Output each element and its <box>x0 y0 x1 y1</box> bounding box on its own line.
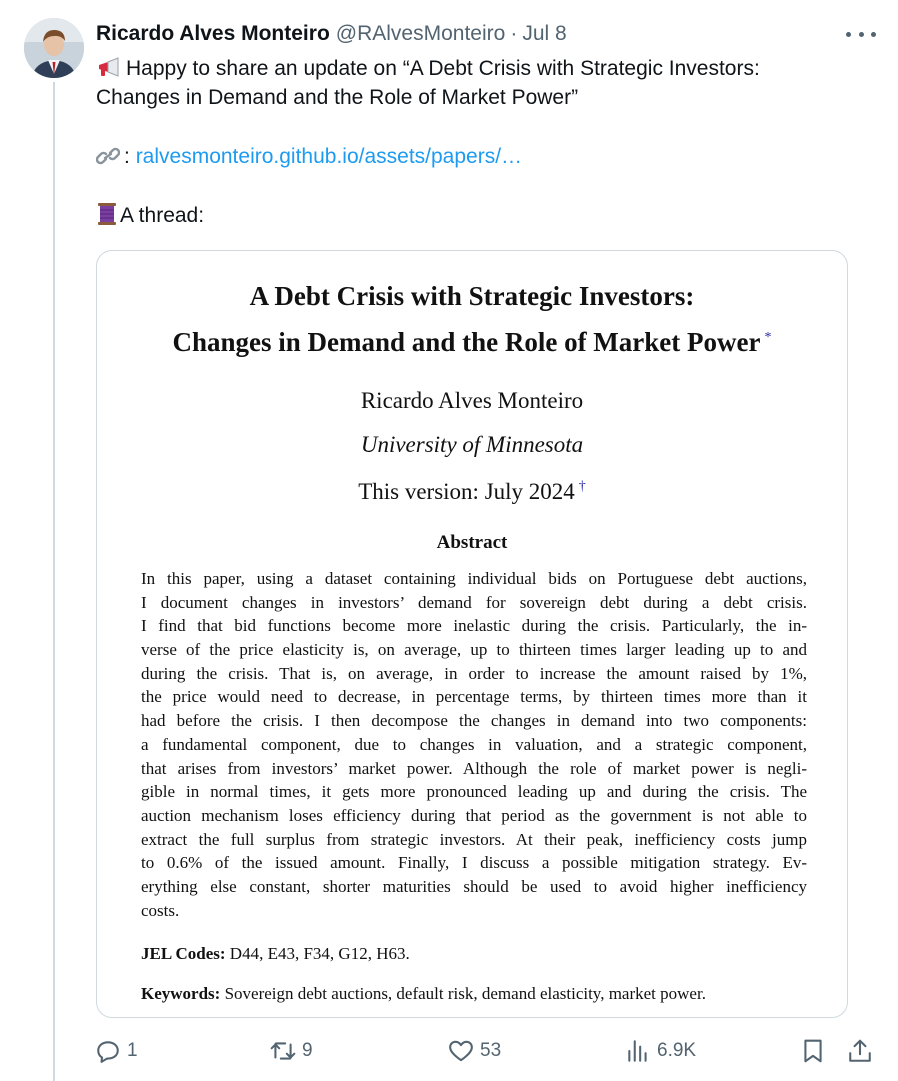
abstract-line: a fundamental component, due to changes in valuation, and a strategic component, <box>141 734 807 754</box>
tweet-text-line <box>96 54 866 83</box>
views-icon <box>625 1038 651 1064</box>
paper-link[interactable]: ralvesmonteiro.github.io/assets/papers/… <box>135 145 523 168</box>
reply-count: 1 <box>127 1040 138 1061</box>
tweet-text <box>96 54 866 230</box>
paper-title-line2: Changes in Demand and the Role of Market Power <box>172 327 761 357</box>
more-options-button[interactable] <box>846 24 876 44</box>
paper-image-card[interactable] <box>96 250 848 1018</box>
author-name[interactable]: Ricardo Alves Monteiro <box>96 22 330 45</box>
abstract-line: the price would need to decrease, in percentage terms, by thirteen times more than it <box>141 687 807 707</box>
abstract-line: that arises from investors’ market power. Although the role of market power is negli- <box>141 758 807 778</box>
keywords <box>141 984 706 1004</box>
text-gap <box>96 112 866 142</box>
text-gap <box>96 171 866 201</box>
paper-version-container <box>97 479 847 505</box>
abstract-line: gible in normal times, it gets more pronounced leading up and during the crisis. The <box>141 782 807 802</box>
version-footnote-mark: † <box>578 479 586 495</box>
views-button[interactable] <box>625 1033 696 1069</box>
abstract-heading: Abstract <box>436 532 508 553</box>
abstract-line: during the crisis. That is, on average, in order to increase the amount raised by 1%, <box>141 663 807 683</box>
views-count: 6.9K <box>657 1040 697 1061</box>
abstract-line: costs. <box>141 900 180 920</box>
abstract-line: to 0.6% of the issued amount. Finally, I discuss a possible mitigation strategy. Ev- <box>141 853 807 873</box>
thread-connector-line <box>53 82 55 1081</box>
repost-count: 9 <box>302 1040 313 1061</box>
abstract-line: I document changes in investors’ demand for sovereign debt during a debt crisis. <box>141 592 807 612</box>
heart-icon <box>448 1038 474 1064</box>
thread-text: A thread: <box>120 204 205 227</box>
abstract-line: In this paper, using a dataset containing individual bids on Portuguese debt auctions, <box>141 569 807 588</box>
bookmark-button[interactable] <box>800 1033 826 1069</box>
tweet-text-line1: Happy to share an update on “A Debt Crisis with Strategic Investors: <box>126 57 760 80</box>
keywords-value: Sovereign debt auctions, default risk, demand elasticity, market power. <box>224 984 706 1003</box>
share-button[interactable] <box>847 1033 873 1069</box>
more-icon-dot <box>871 32 876 37</box>
paper-title-line2-container <box>97 327 847 358</box>
tweet-header <box>96 20 567 48</box>
link-icon <box>96 145 120 175</box>
action-bar <box>0 1033 898 1069</box>
link-prefix: : <box>124 145 130 168</box>
jel-label: JEL Codes: <box>141 944 226 963</box>
paper-title-line1: A Debt Crisis with Strategic Investors: <box>249 281 695 311</box>
more-icon <box>846 32 851 37</box>
reply-icon <box>95 1038 121 1064</box>
abstract-body <box>141 567 807 922</box>
abstract-line: verse of the price elasticity is, on average, up to thirteen times larger leading up to and <box>141 640 807 660</box>
author-handle[interactable]: @RAlvesMonteiro <box>335 22 506 45</box>
paper-version: This version: July 2024 <box>358 479 575 504</box>
title-footnote-mark: * <box>764 330 772 345</box>
like-button[interactable] <box>448 1033 501 1069</box>
abstract-line: extract the full surplus from strategic investors. At their peak, inefficiency costs jump <box>141 829 807 849</box>
abstract-line: auction mechanism loses efficiency during that period as the government is not able to <box>141 805 807 825</box>
avatar[interactable] <box>24 18 84 78</box>
share-icon <box>847 1038 873 1064</box>
keywords-label: Keywords: <box>141 984 221 1003</box>
bookmark-icon <box>800 1038 826 1064</box>
abstract-line: had before the crisis. I then decompose the changes in demand into two components: <box>141 711 807 731</box>
paper-author: Ricardo Alves Monteiro <box>360 388 584 413</box>
more-icon-dot <box>859 32 864 37</box>
avatar-image <box>24 18 84 78</box>
header-separator: · <box>510 22 518 45</box>
tweet-text-line2: Changes in Demand and the Role of Market Power” <box>96 86 579 109</box>
thread-spool-icon <box>96 202 118 234</box>
abstract-line: erything else constant, shorter maturities should be used to avoid higher inefficiency <box>141 876 807 896</box>
abstract-line: I find that bid functions become more inelastic during the crisis. Particularly, the in- <box>141 616 807 636</box>
thread-line-text <box>96 201 866 230</box>
repost-icon <box>270 1038 296 1064</box>
jel-value: D44, E43, F34, G12, H63. <box>229 944 410 963</box>
reply-button[interactable] <box>95 1033 138 1069</box>
paper-affiliation: University of Minnesota <box>360 432 584 457</box>
like-count: 53 <box>480 1040 502 1061</box>
tweet-link-line <box>96 142 866 171</box>
jel-codes <box>141 944 410 964</box>
repost-button[interactable] <box>270 1033 313 1069</box>
tweet-date[interactable]: Jul 8 <box>522 22 567 45</box>
